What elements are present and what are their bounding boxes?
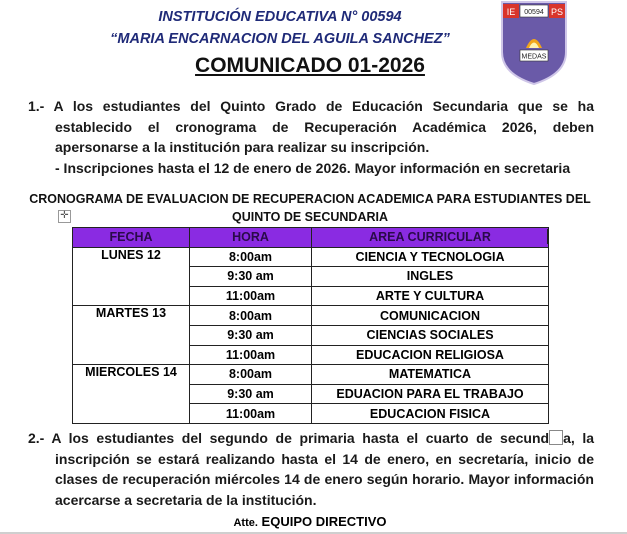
table-row: [73, 247, 549, 267]
table-row: [73, 365, 549, 385]
section-1-number: 1.-: [28, 98, 45, 114]
page-title: COMUNICADO 01-2026: [195, 54, 425, 77]
col-header-fecha: FECHA: [73, 228, 190, 248]
signature: Atte. EQUIPO DIRECTIVO: [233, 514, 387, 529]
area-cell: INGLES: [312, 267, 549, 287]
hora-cell: 8:00am: [190, 365, 312, 385]
area-cell: COMUNICACION: [312, 306, 549, 326]
hora-cell: 9:30 am: [190, 267, 312, 287]
text-cursor: [547, 229, 548, 244]
area-cell: MATEMATICA: [312, 365, 549, 385]
crest-ps: PS: [550, 7, 564, 17]
fecha-cell: MIERCOLES 14: [73, 365, 190, 424]
schedule-table: [72, 227, 549, 424]
crest-code: 00594: [524, 9, 544, 16]
section-2-number: 2.-: [28, 430, 45, 446]
institution-name: “MARIA ENCARNACION DEL AGUILA SANCHEZ”: [110, 31, 450, 47]
fecha-cell: LUNES 12: [73, 247, 190, 306]
hora-cell: 8:00am: [190, 306, 312, 326]
table-move-handle-icon[interactable]: ✛: [58, 210, 71, 223]
crest-ie: IE: [506, 7, 516, 17]
col-header-hora: HORA: [190, 228, 312, 248]
hora-cell: 9:30 am: [190, 384, 312, 404]
col-header-area: AREA CURRICULAR: [312, 228, 549, 248]
area-cell: EDUCACION FISICA: [312, 404, 549, 424]
missing-glyph-box-icon: [549, 430, 563, 445]
institution-line: INSTITUCIÓN EDUCATIVA N° 00594: [158, 9, 402, 25]
schedule-title: CRONOGRAMA DE EVALUACION DE RECUPERACION ACADEMICA PARA ESTUDIANTES DEL QUINTO DE SECUNDARIA: [29, 192, 591, 224]
area-cell: ARTE Y CULTURA: [312, 286, 549, 306]
fecha-cell: MARTES 13: [73, 306, 190, 365]
crest-banner: MEDAS: [521, 53, 547, 61]
area-cell: EDUCACION RELIGIOSA: [312, 345, 549, 365]
area-cell: CIENCIA Y TECNOLOGIA: [312, 247, 549, 267]
hora-cell: 8:00am: [190, 247, 312, 267]
school-crest-logo: [500, 0, 568, 86]
section-1-paragraph: 1.- A los estudiantes del Quinto Grado de Educación Secundaria que se ha establecido el cronograma de Recuperación Académica 2026, deben apersonarse a la institución para realizar su inscripción. - Inscripciones hasta el 12 de enero de 2026. Mayor información en secretaria: [28, 98, 594, 176]
hora-cell: 11:00am: [190, 345, 312, 365]
area-cell: EDUACION PARA EL TRABAJO: [312, 384, 549, 404]
table-row: [73, 306, 549, 326]
hora-cell: 11:00am: [190, 286, 312, 306]
hora-cell: 11:00am: [190, 404, 312, 424]
hora-cell: 9:30 am: [190, 325, 312, 345]
section-2-paragraph: 2.- A los estudiantes del segundo de primaria hasta el cuarto de secund a, la inscripción se estará realizando hasta el 14 de enero, en secretaría, inicio de clases de recuperación miércoles 14 de enero según horario. Mayor información acercarse a secretaria de la institución.: [28, 430, 595, 508]
area-cell: CIENCIAS SOCIALES: [312, 325, 549, 345]
table-header-row: [73, 228, 549, 248]
